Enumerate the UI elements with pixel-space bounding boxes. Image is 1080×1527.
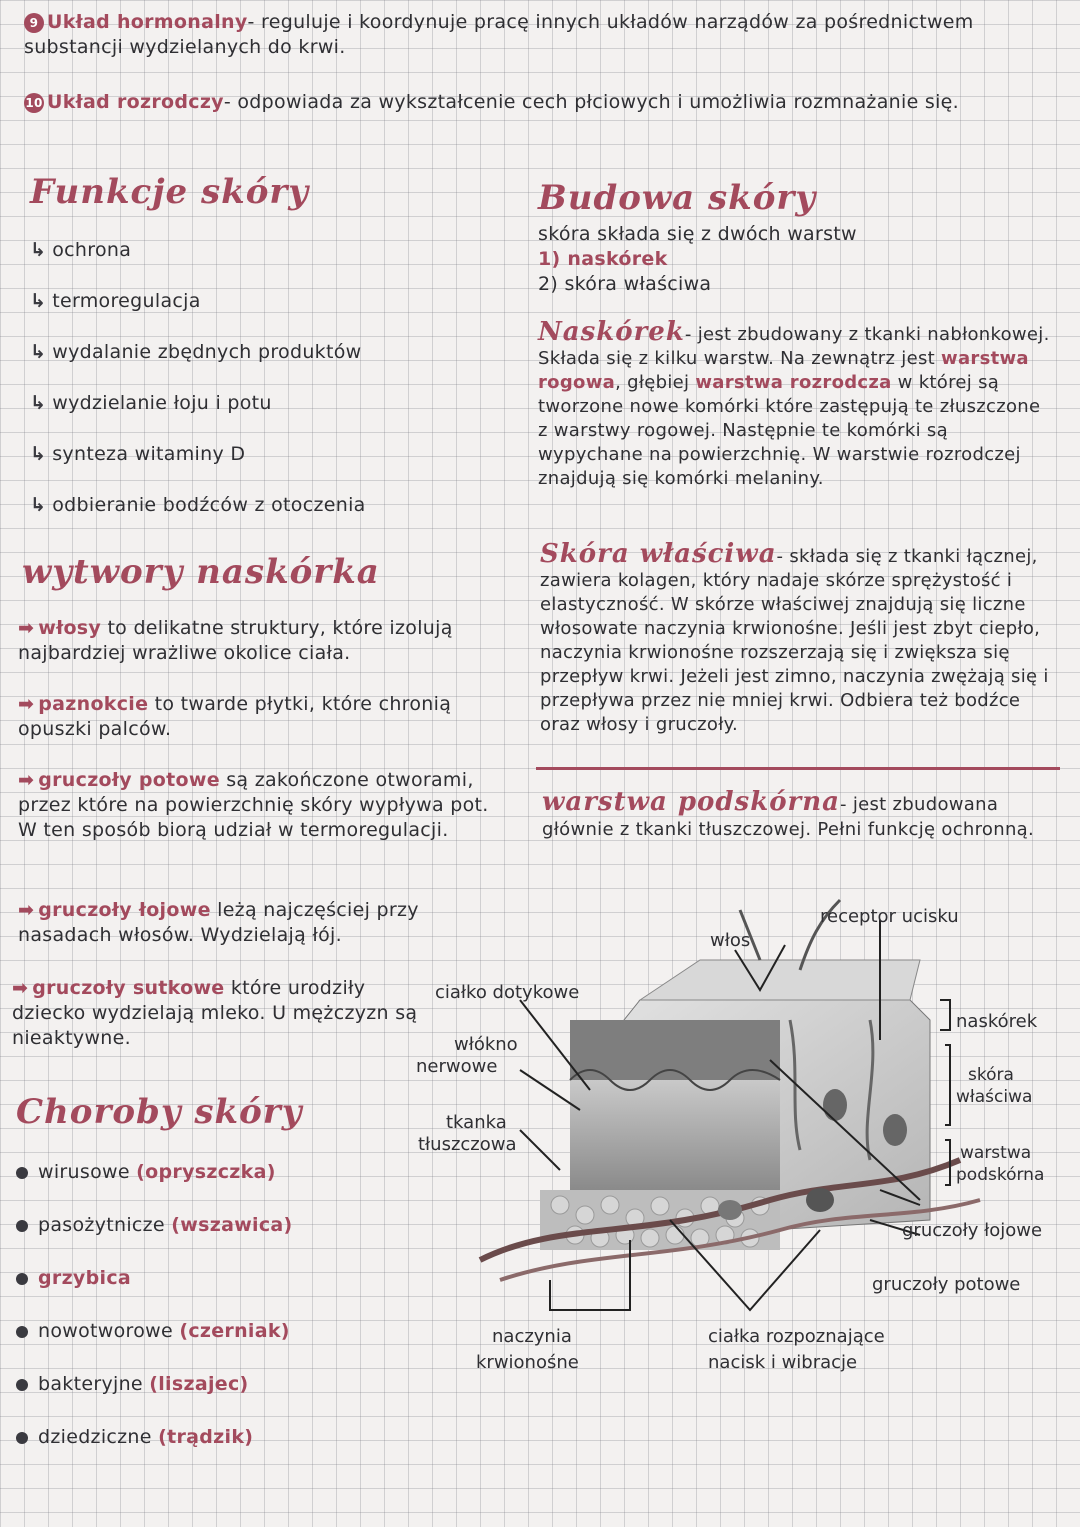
function-item: ↳ odbieranie bodźców z otoczenia — [30, 494, 366, 516]
disease-item: dziedziczne (trądzik) — [16, 1425, 436, 1478]
functions-list — [30, 238, 490, 544]
layer-item: 2) skóra właściwa — [538, 273, 712, 295]
function-item: ↳ termoregulacja — [30, 290, 201, 312]
label-lojowe: gruczoły łojowe — [902, 1220, 1043, 1241]
hook-arrow-icon: ↳ — [30, 494, 47, 516]
function-item: ↳ ochrona — [30, 239, 132, 261]
wytwory-item-sutkowe: ➡ gruczoły sutkowe które urodziły dziecko wydzielają mleko. U mężczyzn są nieaktywne. — [12, 977, 418, 1049]
item-reproductive — [24, 90, 1054, 115]
label-potowe: gruczoły potowe — [872, 1274, 1021, 1295]
label-cialka-1: ciałka rozpoznające — [708, 1326, 885, 1347]
function-item: ↳ wydalanie zbędnych produktów — [30, 341, 362, 363]
layer-item: 1) naskórek — [538, 248, 668, 270]
disease-item: pasożytnicze (wszawica) — [16, 1213, 436, 1266]
budowa-intro: skóra składa się z dwóch warstw — [538, 223, 857, 245]
disease-item: nowotworowe (czerniak) — [16, 1319, 436, 1372]
number-badge: 9 — [24, 13, 44, 33]
diseases-heading: Choroby skóry — [16, 1092, 303, 1132]
hook-arrow-icon: ↳ — [30, 341, 47, 363]
arrow-right-icon: ➡ — [12, 977, 29, 999]
item-title: Układ rozrodczy — [47, 91, 224, 113]
label-warstwa-1: warstwa — [960, 1143, 1032, 1163]
podskorna-paragraph: warstwa podskórna- jest zbudowana głównie z tkanki tłuszczowej. Pełni funkcję ochronną. — [542, 787, 1035, 840]
arrow-right-icon: ➡ — [18, 899, 35, 921]
wytwory-heading: wytwory naskórka — [22, 552, 380, 592]
podskorna-title: warstwa podskórna — [542, 787, 840, 817]
arrow-right-icon: ➡ — [18, 617, 35, 639]
label-tkanka-2: tłuszczowa — [418, 1134, 517, 1155]
budowa-heading: Budowa skóry — [538, 178, 817, 218]
label-naczynia-2: krwionośne — [476, 1352, 579, 1373]
divider — [536, 767, 1060, 770]
hook-arrow-icon: ↳ — [30, 392, 47, 414]
bullet-icon — [16, 1432, 28, 1444]
functions-heading: Funkcje skóry — [30, 172, 310, 212]
arrow-right-icon: ➡ — [18, 693, 35, 715]
function-item: ↳ wydzielanie łoju i potu — [30, 392, 272, 414]
label-wlokno-1: włókno — [454, 1034, 518, 1055]
label-receptor: receptor ucisku — [820, 906, 959, 927]
wlasciwa-title: Skóra właściwa — [540, 539, 777, 569]
item-text: - odpowiada za wykształcenie cech płciowych i umożliwia rozmnażanie się. — [223, 91, 960, 113]
bullet-icon — [16, 1167, 28, 1179]
label-wlokno-2: nerwowe — [416, 1056, 498, 1077]
hook-arrow-icon: ↳ — [30, 239, 47, 261]
wytwory-item-potowe: ➡ gruczoły potowe są zakończone otworami, przez które na powierzchnię skóry wypływa pot. W ten sposób biorą udział w termoregulacji. — [18, 769, 489, 841]
disease-item: bakteryjne (liszajec) — [16, 1372, 436, 1425]
naskorek-title: Naskórek — [538, 317, 685, 347]
label-cialko: ciałko dotykowe — [435, 982, 580, 1003]
label-skora-1: skóra — [968, 1065, 1014, 1085]
skin-diagram — [416, 900, 1080, 1420]
label-naskorek: naskórek — [956, 1011, 1038, 1032]
label-wlos: włos — [710, 930, 751, 951]
diseases-list — [16, 1160, 436, 1478]
wytwory-item-paznokcie: ➡ paznokcie to twarde płytki, które chronią opuszki palców. — [18, 693, 452, 740]
label-tkanka-1: tkanka — [446, 1112, 507, 1133]
function-item: ↳ synteza witaminy D — [30, 443, 246, 465]
item-title: Układ hormonalny — [47, 11, 248, 33]
layer-brackets — [940, 1000, 950, 1185]
wytwory-item-lojowe: ➡ gruczoły łojowe leżą najczęściej przy nasadach włosów. Wydzielają łój. — [18, 899, 419, 946]
item-text: - reguluje i koordynuje pracę innych układów narządów za pośrednictwem substancji wydzielanych do krwi. — [24, 11, 974, 58]
disease-item: wirusowe (opryszczka) — [16, 1160, 436, 1213]
label-naczynia-1: naczynia — [492, 1326, 572, 1347]
naskorek-paragraph: Naskórek- jest zbudowany z tkanki nabłonkowej. Składa się z kilku warstw. Na zewnątrz jest warstwa rogowa, głębiej warstwa rozrodcza w której są tworzone nowe komórki które zastępują te złuszczone z warstwy rogowej. Następnie te komórki są wypychane na powierzchnię. W warstwie rozrodczej znajdują się komórki melaniny. — [538, 317, 1050, 489]
wlasciwa-paragraph: Skóra właściwa- składa się z tkanki łącznej, zawiera kolagen, który nadaje skórze sprężystość i elastyczność. W skórze właściwej znajdują się liczne włosowate naczynia krwionośne. Jeśli jest zbyt ciepło, naczynia krwionośne rozszerzają się i zwiększa się przepływ krwi. Jeżeli jest zimno, naczynia zwężają się i przepływa przez nie mniej krwi. Odbiera też bodźce oraz włosy i gruczoły. — [540, 539, 1049, 735]
number-badge: 10 — [24, 93, 44, 113]
bullet-icon — [16, 1379, 28, 1391]
arrow-right-icon: ➡ — [18, 769, 35, 791]
hook-arrow-icon: ↳ — [30, 290, 47, 312]
label-cialka-2: nacisk i wibracje — [708, 1352, 858, 1373]
bullet-icon — [16, 1273, 28, 1285]
wytwory-item-wlosy: ➡ włosy to delikatne struktury, które izolują najbardziej wrażliwe okolice ciała. — [18, 617, 453, 664]
item-hormonal — [24, 10, 1054, 60]
disease-item: grzybica — [16, 1266, 436, 1319]
bullet-icon — [16, 1326, 28, 1338]
hook-arrow-icon: ↳ — [30, 443, 47, 465]
label-warstwa-2: podskórna — [956, 1165, 1045, 1185]
label-skora-2: właściwa — [956, 1087, 1033, 1107]
bullet-icon — [16, 1220, 28, 1232]
budowa-intro-block — [538, 222, 1048, 297]
